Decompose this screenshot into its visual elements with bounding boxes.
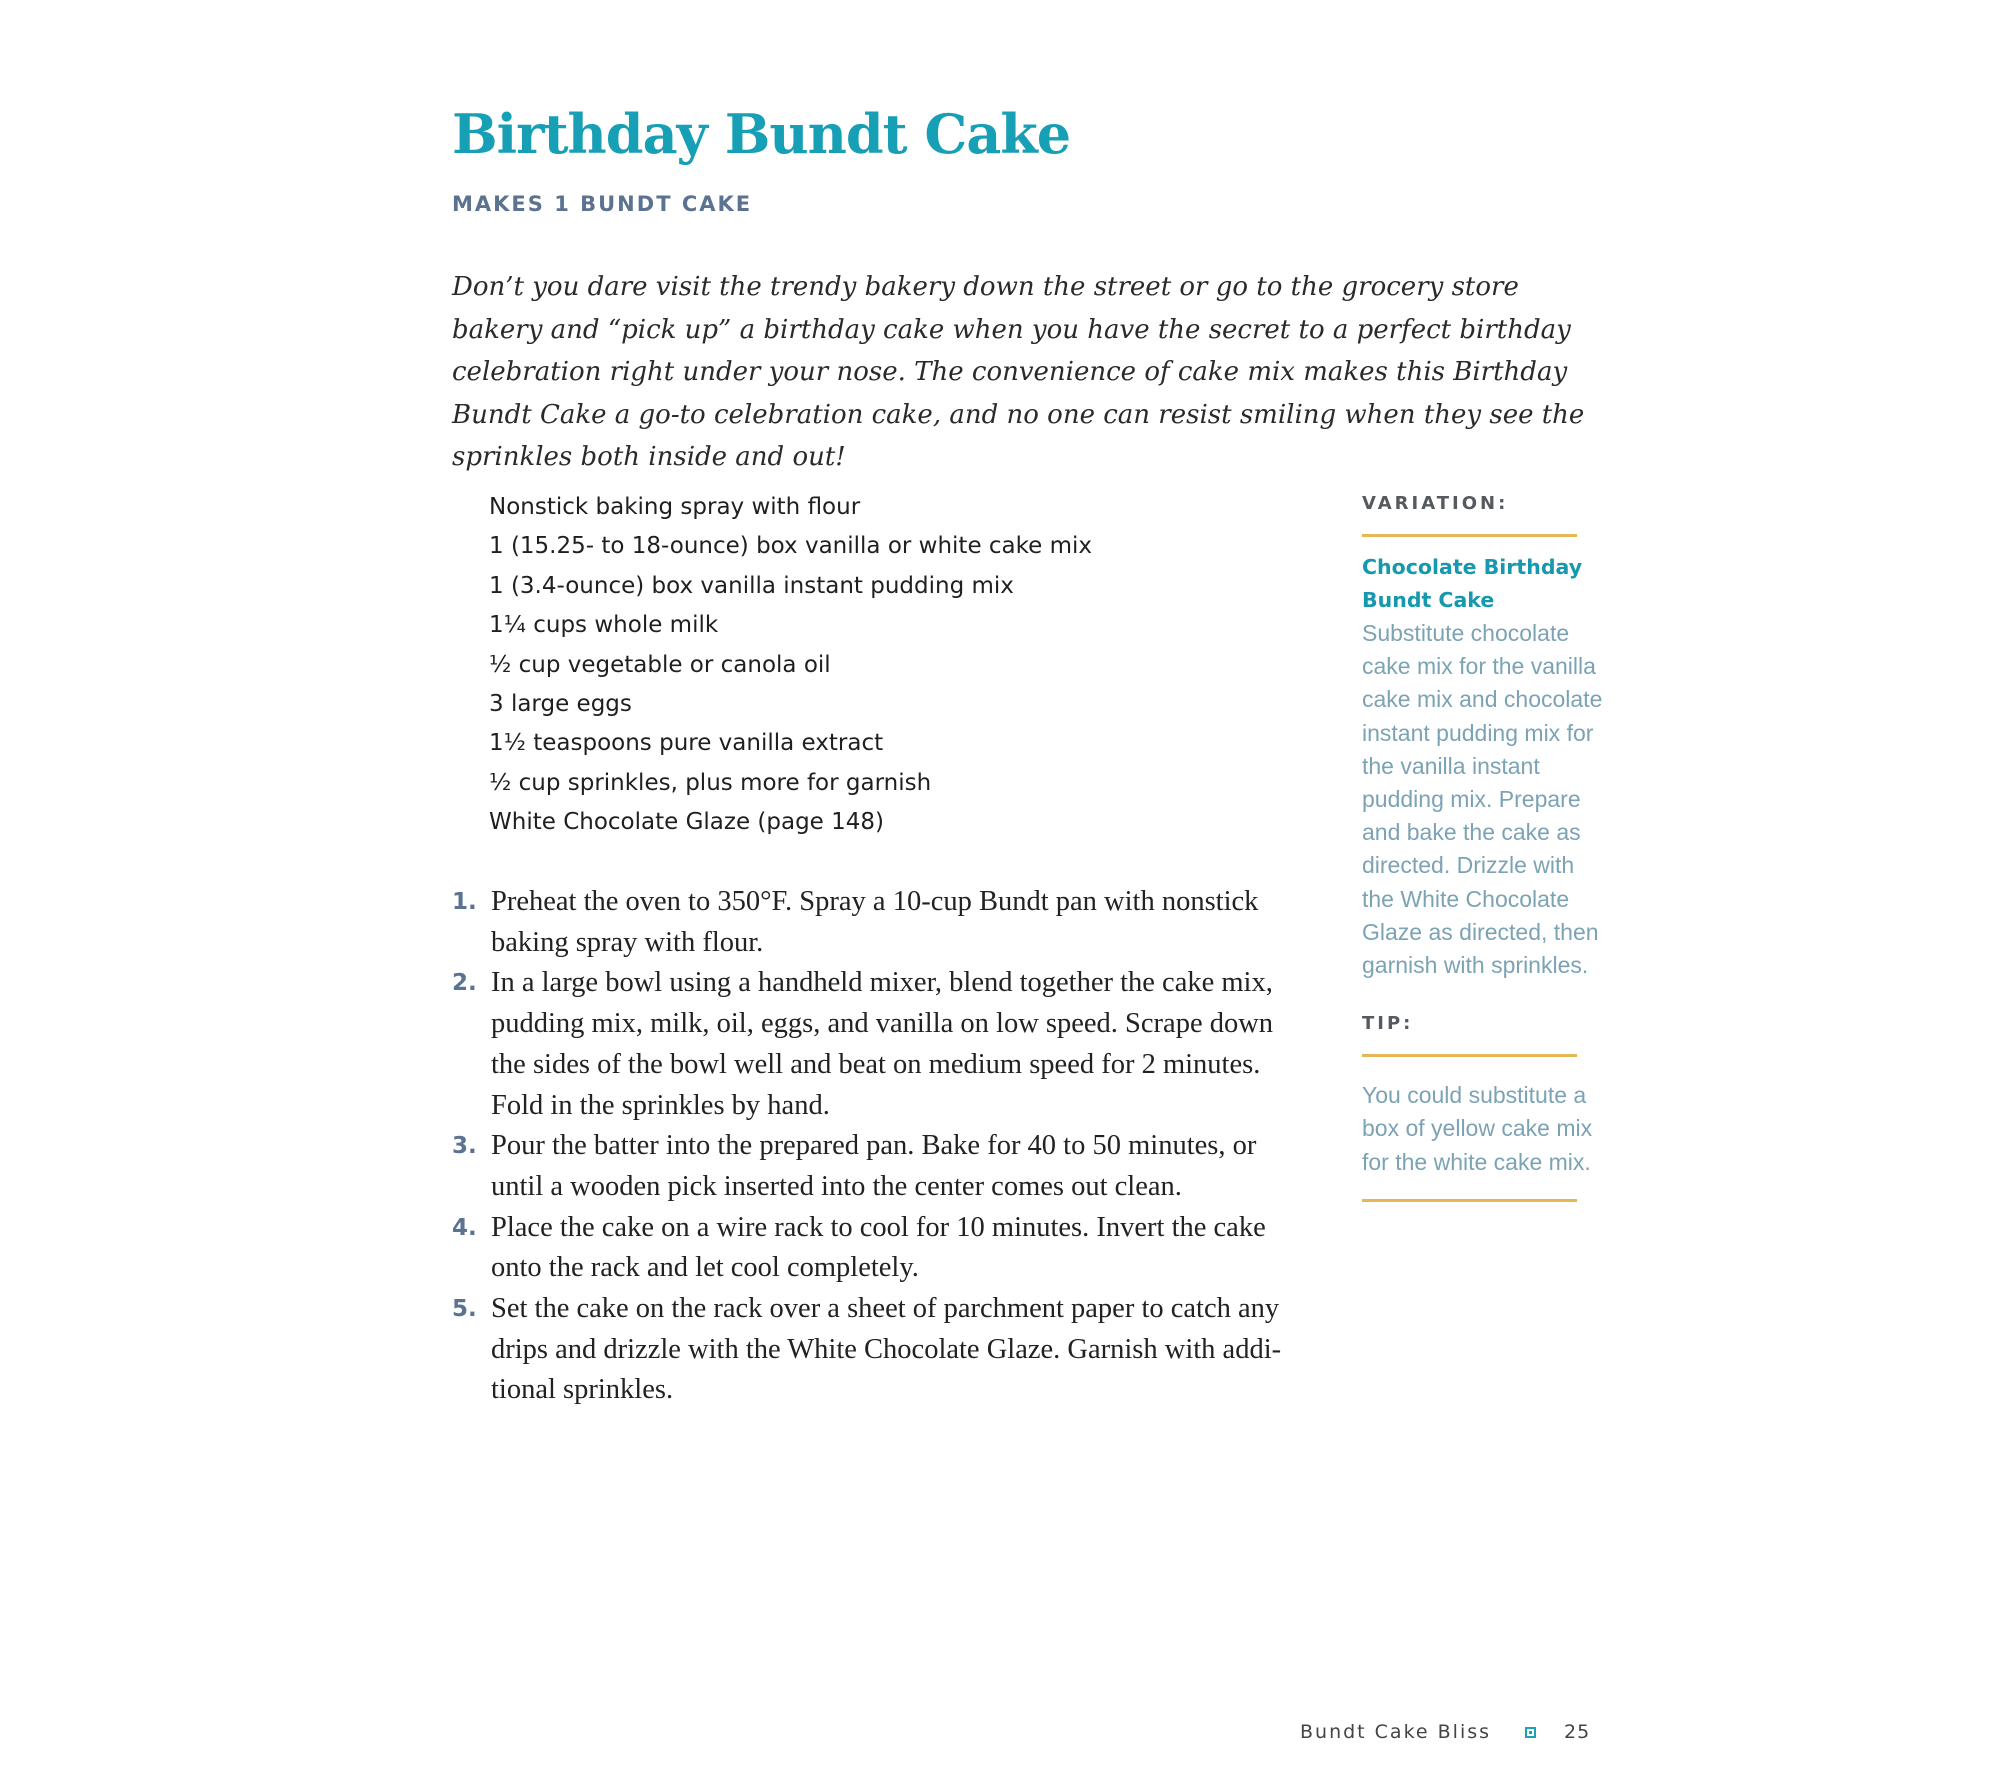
page-number: 25 — [1564, 1721, 1591, 1743]
sidebar-divider — [1362, 1054, 1577, 1057]
step-text: In a large bowl using a handheld mixer, blend together the cake mix, pudding mix, milk, oil, eggs, and vanilla on low speed. Scrape down the sides of the bowl well and beat on medium speed for 2 minutes. Fold in the sprinkles by hand. — [491, 967, 1274, 1121]
footer-section-title: Bundt Cake Bliss — [1300, 1721, 1492, 1743]
ingredient-item: 3 large eggs — [489, 691, 632, 718]
sidebar-divider — [1362, 1199, 1577, 1202]
step-number: 4. — [452, 1214, 477, 1241]
ingredient-list — [489, 488, 1289, 843]
ingredient-item: 1 (15.25- to 18-ounce) box vanilla or white cake mix — [489, 533, 1093, 560]
recipe-title: Birthday Bundt Cake — [452, 102, 1071, 166]
ingredient-item: White Chocolate Glaze (page 148) — [489, 809, 885, 836]
step-number: 5. — [452, 1296, 477, 1323]
square-ornament-icon — [1525, 1721, 1536, 1743]
ingredient-item: 1 (3.4-ounce) box vanilla instant pudding mix — [489, 572, 1014, 599]
instruction-step — [452, 963, 1312, 1126]
sidebar — [1362, 492, 1612, 1202]
instruction-step — [452, 1126, 1312, 1207]
ingredient-item: Nonstick baking spray with flour — [489, 494, 861, 520]
tip-label: TIP: — [1362, 1013, 1414, 1035]
recipe-yield: MAKES 1 BUNDT CAKE — [452, 192, 753, 216]
instruction-step — [452, 1208, 1312, 1289]
step-number: 1. — [452, 889, 477, 915]
sidebar-divider — [1362, 534, 1577, 537]
variation-label: VARIATION: — [1362, 493, 1509, 514]
page-footer — [1300, 1721, 1590, 1743]
step-text: Set the cake on the rack over a sheet of parchment paper to catch any drips and drizzle with the White Chocolate Glaze. Garnish with additional sprinkles. — [491, 1293, 1282, 1406]
instruction-step — [452, 882, 1312, 963]
tip-text: You could substitute a box of yellow cake mix for the white cake mix. — [1362, 1082, 1593, 1175]
recipe-intro: Don’t you dare visit the trendy bakery down the street or go to the grocery store bakery and “pick up” a birthday cake when you have the secret to a perfect birthday celebration right under your nose. The convenience of cake mix makes this Birthday Bundt Cake a go-to celebration cake, and no one can resist smiling when they see the sprinkles both inside and out! — [452, 272, 1585, 472]
ingredient-item: ½ cup vegetable or canola oil — [489, 651, 831, 678]
ingredient-item: 1¼ cups whole milk — [489, 612, 719, 639]
variation-text: Substitute chocolate cake mix for the vanilla cake mix and chocolate instant pudding mix for the vanilla instant pudding mix. Prepare and bake the cake as directed. Drizzle with the White Chocolate Glaze as directed, then garnish with sprinkles. — [1362, 620, 1603, 979]
variation-title: Chocolate Birthday Bundt Cake — [1362, 555, 1583, 612]
ingredient-item: 1½ teaspoons pure vanilla extract — [489, 730, 884, 757]
step-text: Preheat the oven to 350°F. Spray a 10-cup Bundt pan with nonstick baking spray with flour. — [491, 886, 1259, 958]
ingredient-item: ½ cup sprinkles, plus more for garnish — [489, 769, 932, 796]
step-text: Pour the batter into the prepared pan. Bake for 40 to 50 minutes, or until a wooden pick inserted into the center comes out clean. — [491, 1130, 1257, 1202]
step-number: 2. — [452, 970, 477, 997]
step-text: Place the cake on a wire rack to cool for 10 minutes. Invert the cake onto the rack and let cool completely. — [491, 1211, 1266, 1284]
instruction-step — [452, 1289, 1312, 1411]
instruction-list — [452, 882, 1312, 1411]
step-number: 3. — [452, 1133, 477, 1160]
